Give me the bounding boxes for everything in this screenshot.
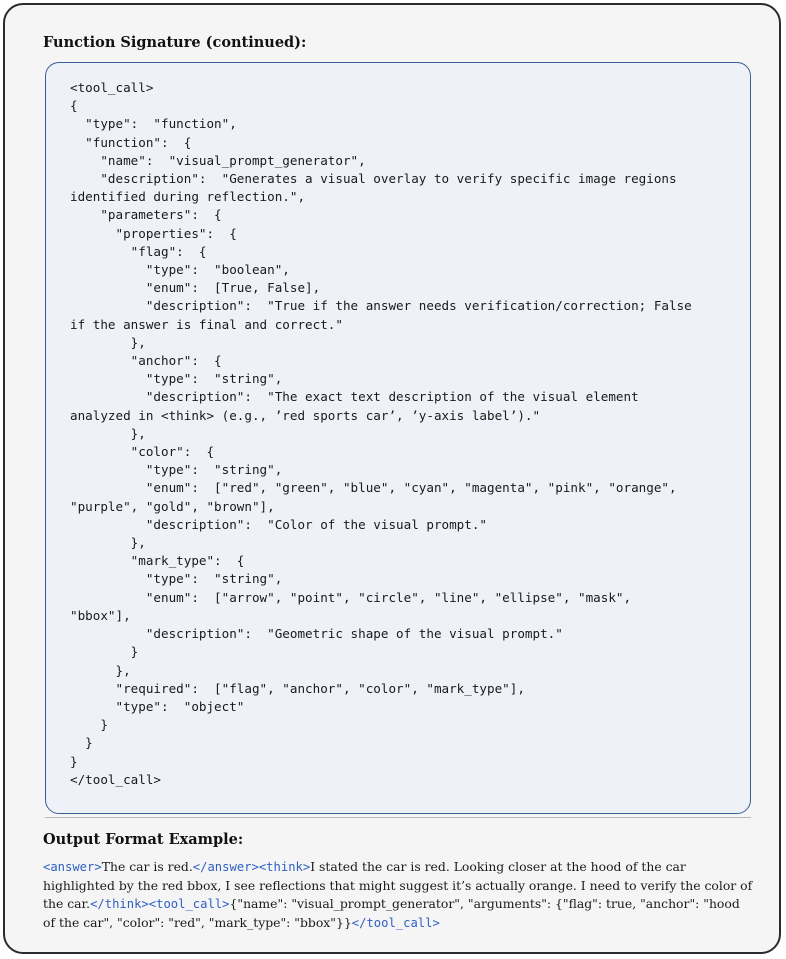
code-line: } [70, 644, 139, 660]
code-text [70, 79, 692, 789]
code-line: "description": "True if the answer needs verification/correction; False [70, 298, 692, 314]
content-card [3, 3, 781, 954]
code-line: { [70, 98, 78, 114]
code-line: "properties": { [70, 225, 237, 241]
signature-heading: Function Signature (continued): [43, 34, 307, 51]
code-line: "enum": ["arrow", "point", "circle", "line", "ellipse", "mask", [70, 589, 632, 605]
code-line: "name": "visual_prompt_generator", [70, 152, 366, 168]
code-line: } [70, 753, 78, 769]
code-line: } [70, 735, 93, 751]
code-block [45, 62, 751, 814]
section-divider [45, 817, 751, 818]
code-line: } [70, 717, 108, 733]
code-line: }, [70, 662, 131, 678]
code-line: </tool_call> [70, 771, 161, 787]
code-line: "type": "boolean", [70, 262, 290, 278]
code-line: "function": { [70, 134, 192, 150]
tool-call-text: {"name": "visual_prompt_generator", "arguments": {"flag": true, "anchor": "hood of the car", "color": "red", "mark_type": "bbox"}} [43, 896, 740, 930]
code-line: analyzed in <think> (e.g., ’red sports car’, ’y-axis label’)." [70, 407, 541, 423]
code-line: }, [70, 425, 146, 441]
code-line: "enum": [True, False], [70, 280, 321, 296]
code-line: "type": "string", [70, 571, 283, 587]
answer-close-tag: </answer> [192, 860, 259, 874]
code-line: identified during reflection.", [70, 189, 306, 205]
code-line: "description": "The exact text description of the visual element [70, 389, 639, 405]
code-line: "anchor": { [70, 353, 222, 369]
code-line: "type": "function", [70, 116, 237, 132]
code-line: if the answer is final and correct." [70, 316, 343, 332]
code-line: "type": "string", [70, 462, 283, 478]
code-line: "description": "Geometric shape of the visual prompt." [70, 626, 563, 642]
answer-open-tag: <answer> [43, 860, 102, 874]
tool-call-close-tag: </tool_call> [351, 915, 440, 930]
output-format-heading: Output Format Example: [43, 831, 244, 848]
code-line: "required": ["flag", "anchor", "color", "mark_type"], [70, 680, 525, 696]
code-line: "parameters": { [70, 207, 222, 223]
think-close-tag: </think> [90, 897, 149, 912]
code-line: <tool_call> [70, 80, 154, 95]
think-open-tag: <think> [258, 860, 311, 874]
code-line: "flag": { [70, 243, 207, 259]
code-line: "description": "Color of the visual prompt." [70, 516, 488, 532]
code-line: }, [70, 334, 146, 350]
answer-text: The car is red. [101, 859, 193, 874]
code-line: "mark_type": { [70, 553, 245, 569]
code-line: "bbox"], [70, 607, 131, 623]
code-line: "type": "string", [70, 371, 283, 387]
code-line: }, [70, 535, 146, 551]
think-text: I stated the car is red. Looking closer at the hood of the car highlighted by the red bbox, I see reflections that might suggest it’s actually orange. I need to verify the color of the car. [43, 859, 753, 912]
tool-call-open-tag: <tool_call> [148, 897, 230, 912]
code-line: "color": { [70, 444, 215, 460]
code-line: "purple", "gold", "brown"], [70, 498, 275, 514]
output-example [43, 858, 755, 932]
code-line: "type": "object" [70, 698, 245, 714]
code-line: "description": "Generates a visual overlay to verify specific image regions [70, 171, 677, 187]
code-line: "enum": ["red", "green", "blue", "cyan", "magenta", "pink", "orange", [70, 480, 677, 496]
